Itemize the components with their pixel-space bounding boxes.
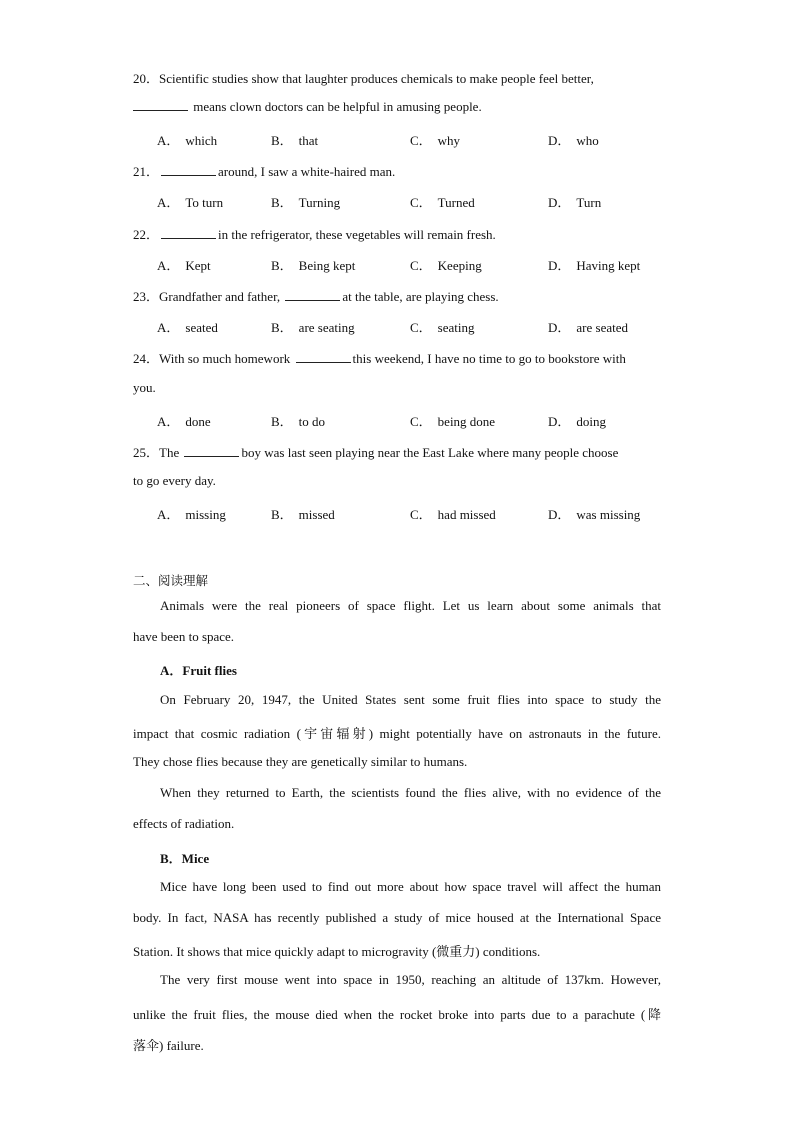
question-text: means clown doctors can be helpful in amusing people.: [193, 99, 482, 114]
question-number: 23．: [133, 289, 160, 304]
paragraph-line: On February 20, 1947, the United States sent some fruit flies into space to study the: [160, 692, 661, 707]
option-a[interactable]: A． Kept: [157, 258, 211, 273]
option-d[interactable]: D． Turn: [548, 195, 602, 210]
question-25-line2: [133, 473, 663, 489]
option-b[interactable]: B． missed: [271, 507, 335, 522]
options-25: [157, 504, 677, 520]
question-number: 20．: [133, 71, 160, 86]
answer-blank[interactable]: [133, 99, 188, 111]
answer-blank[interactable]: [296, 351, 351, 363]
options-23: [157, 317, 677, 333]
paragraph-line: Mice have long been used to find out more about how space travel will affect the human: [160, 879, 661, 894]
section-title: 二、阅读理解: [133, 573, 209, 588]
question-24-line2: [133, 380, 663, 396]
answer-blank[interactable]: [161, 164, 216, 176]
option-a[interactable]: A． To turn: [157, 195, 224, 210]
question-text: around, I saw a white-haired man.: [218, 164, 396, 179]
question-text: Grandfather and father,: [159, 289, 281, 304]
paragraph-line: They chose flies because they are genetically similar to humans.: [133, 754, 468, 769]
option-c[interactable]: C． Keeping: [410, 258, 482, 273]
option-b[interactable]: B． that: [271, 133, 319, 148]
question-text: at the table, are playing chess.: [342, 289, 499, 304]
paragraph-line: body. In fact, NASA has recently published a study of mice housed at the International Space: [133, 910, 661, 925]
question-number: 22．: [133, 227, 160, 242]
question-22: [133, 224, 663, 243]
question-23: [133, 286, 663, 305]
question-text: Scientific studies show that laughter produces chemicals to make people feel better,: [159, 71, 594, 86]
option-d[interactable]: D． are seated: [548, 320, 628, 335]
question-text: in the refrigerator, these vegetables will remain fresh.: [218, 227, 496, 242]
paragraph-line: Station. It shows that mice quickly adapt to microgravity (微重力) conditions.: [133, 944, 541, 959]
part-heading-b: B．Mice: [160, 851, 210, 866]
option-c[interactable]: C． being done: [410, 414, 496, 429]
option-c[interactable]: C． had missed: [410, 507, 496, 522]
part-heading-a: A．Fruit flies: [160, 663, 237, 678]
paragraph-line: unlike the fruit flies, the mouse died when the rocket broke into parts due to a parachute (降: [133, 1007, 661, 1022]
option-d[interactable]: D． doing: [548, 414, 607, 429]
option-c[interactable]: C． why: [410, 133, 461, 148]
option-a[interactable]: A． done: [157, 414, 211, 429]
paragraph-line: effects of radiation.: [133, 816, 235, 831]
question-number: 24．: [133, 351, 160, 366]
options-24: [157, 411, 677, 427]
option-a[interactable]: A． which: [157, 133, 218, 148]
question-20-line2: [133, 99, 663, 115]
paragraph-line: impact that cosmic radiation (宇宙辐射) might potentially have on astronauts in the future.: [133, 726, 661, 741]
intro-line: have been to space.: [133, 629, 235, 644]
question-number: 21．: [133, 164, 160, 179]
intro-line: Animals were the real pioneers of space flight. Let us learn about some animals that: [160, 598, 661, 613]
option-b[interactable]: B． to do: [271, 414, 326, 429]
option-a[interactable]: A． missing: [157, 507, 226, 522]
option-d[interactable]: D． Having kept: [548, 258, 641, 273]
options-22: [157, 255, 677, 271]
question-text: this weekend, I have no time to go to bookstore with: [352, 351, 626, 366]
options-20: [157, 130, 677, 146]
option-b[interactable]: B． are seating: [271, 320, 355, 335]
question-text: The: [159, 445, 180, 460]
option-c[interactable]: C． seating: [410, 320, 475, 335]
option-d[interactable]: D． who: [548, 133, 599, 148]
option-c[interactable]: C． Turned: [410, 195, 475, 210]
paragraph-line: The very first mouse went into space in 1950, reaching an altitude of 137km. However,: [160, 972, 661, 987]
answer-blank[interactable]: [161, 227, 216, 239]
question-text: to go every day.: [133, 473, 216, 488]
question-25: [133, 442, 663, 461]
paragraph-line: When they returned to Earth, the scientists found the flies alive, with no evidence of the: [160, 785, 661, 800]
question-21: [133, 161, 663, 180]
question-20: [133, 68, 663, 87]
question-text: With so much homework: [159, 351, 291, 366]
answer-blank[interactable]: [184, 445, 239, 457]
option-d[interactable]: D． was missing: [548, 507, 641, 522]
option-b[interactable]: B． Being kept: [271, 258, 356, 273]
option-a[interactable]: A． seated: [157, 320, 218, 335]
options-21: [157, 192, 677, 208]
question-text: you.: [133, 380, 156, 395]
question-24: [133, 348, 663, 367]
question-number: 25．: [133, 445, 160, 460]
question-text: boy was last seen playing near the East Lake where many people choose: [241, 445, 619, 460]
option-b[interactable]: B． Turning: [271, 195, 341, 210]
answer-blank[interactable]: [285, 289, 340, 301]
paragraph-line: 落伞) failure.: [133, 1038, 204, 1053]
